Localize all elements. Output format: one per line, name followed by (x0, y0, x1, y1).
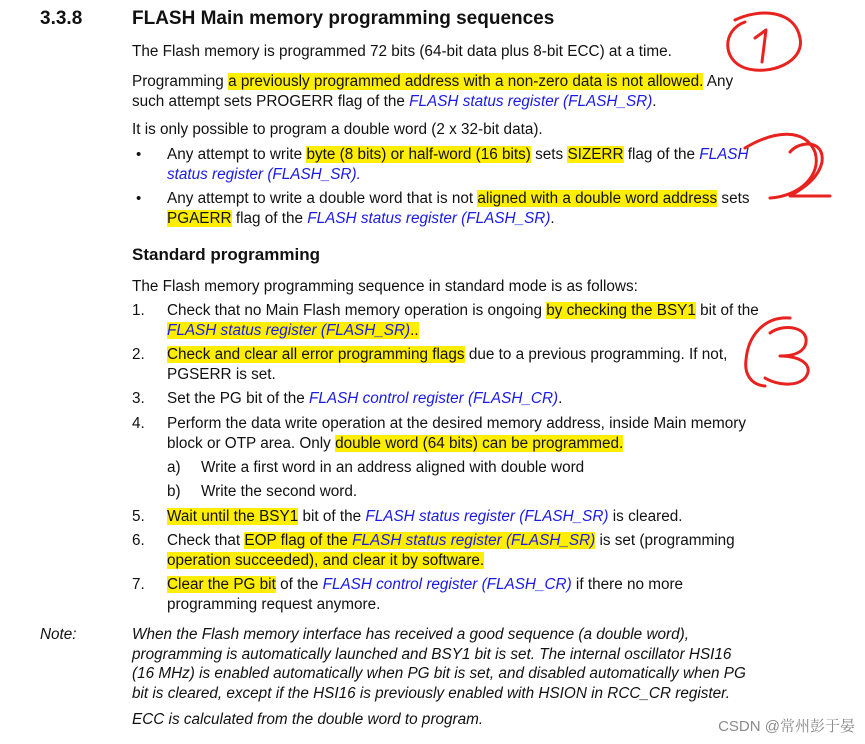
bullet-item-1: Any attempt to write byte (8 bits) or half-word (16 bits) sets SIZERR flag of the FLASH status register (FLASH_SR). (167, 146, 749, 183)
highlight: Wait until the BSY1 (167, 508, 299, 525)
highlight: aligned with a double word address (477, 190, 718, 207)
intro-paragraph-2: Programming a previously programmed address with a non-zero data is not allowed. Any such attempt sets PROGERR flag of the FLASH status register (FLASH_SR). (132, 73, 734, 110)
highlight: Clear the PG bit (167, 576, 276, 593)
standard-intro: The Flash memory programming sequence in standard mode is as follows: (132, 278, 638, 295)
highlight: Check and clear all error programming flags (167, 346, 465, 363)
flash-sr-link[interactable]: FLASH status register (FLASH_SR) (352, 532, 596, 549)
intro-paragraph-3: It is only possible to program a double word (2 x 32-bit data). (132, 121, 543, 138)
watermark: CSDN @常州彭于晏 (718, 718, 855, 735)
section-number: 3.3.8 (40, 8, 83, 29)
flash-cr-link[interactable]: FLASH control register (FLASH_CR) (309, 390, 559, 407)
highlight: EOP flag of the (244, 532, 353, 549)
highlight: double word (64 bits) can be programmed. (335, 434, 624, 452)
step-number: 4. (132, 415, 145, 432)
substep-letter: b) (167, 483, 181, 500)
flash-sr-link[interactable]: FLASH (699, 146, 749, 163)
step-number: 1. (132, 302, 145, 319)
step-4b: Write the second word. (201, 483, 358, 500)
step-number: 6. (132, 532, 145, 549)
intro-paragraph-1: The Flash memory is programmed 72 bits (64-bit data plus 8-bit ECC) at a time. (132, 43, 672, 60)
highlight: PGAERR (167, 209, 232, 227)
note-ecc: ECC is calculated from the double word to program. (132, 711, 484, 728)
step-6: Check that EOP flag of the FLASH status register (FLASH_SR) is set (programming operation succeeded), and clear it by software. (167, 532, 735, 569)
highlight: SIZERR (567, 146, 624, 163)
bullet-item-2: Any attempt to write a double word that is not aligned with a double word address sets PGAERR flag of the FLASH status register (FLASH_SR). (167, 190, 750, 227)
step-number: 7. (132, 576, 145, 593)
highlight: by checking the BSY1 (546, 302, 696, 319)
highlight: byte (8 bits) or half-word (16 bits) (306, 146, 531, 163)
standard-programming-heading: Standard programming (132, 245, 320, 264)
flash-sr-link[interactable]: status register (FLASH_SR). (167, 165, 361, 183)
note-text: When the Flash memory interface has received a good sequence (a double word), programming is automatically launched and BSY1 bit is set. The internal oscillator HSI16 (16 MHz) is enabled automatically when PG bit is set, and disabled automatically when PG bit is cleared, except if the HSI16 is previously enabled with HSION in RCC_CR register. (132, 626, 746, 702)
flash-sr-link[interactable]: FLASH status register (FLASH_SR) (409, 92, 653, 110)
step-number: 3. (132, 390, 145, 407)
note-label: Note: (40, 626, 77, 643)
step-1: Check that no Main Flash memory operation is ongoing by checking the BSY1 bit of the FLASH status register (FLASH_SR).. (167, 302, 759, 339)
bullet-symbol: • (136, 146, 142, 163)
step-4: Perform the data write operation at the desired memory address, inside Main memory block or OTP area. Only double word (64 bits) can be programmed. (167, 415, 746, 452)
highlight: a previously programmed address with a non-zero data is not allowed. (228, 73, 704, 90)
highlight: operation succeeded), and clear it by software. (167, 551, 485, 569)
step-5: Wait until the BSY1 bit of the FLASH status register (FLASH_SR) is cleared. (167, 508, 683, 525)
substep-letter: a) (167, 459, 181, 476)
flash-cr-link[interactable]: FLASH control register (FLASH_CR) (322, 576, 572, 593)
step-number: 5. (132, 508, 145, 525)
step-2: Check and clear all error programming flags due to a previous programming. If not, PGSERR is set. (167, 346, 728, 383)
flash-sr-link[interactable]: FLASH status register (FLASH_SR) (307, 209, 551, 227)
step-7: Clear the PG bit of the FLASH control register (FLASH_CR) if there no more programming request anymore. (167, 576, 684, 613)
step-4a: Write a first word in an address aligned with double word (201, 459, 585, 476)
section-title: FLASH Main memory programming sequences (132, 8, 555, 29)
step-3: Set the PG bit of the FLASH control register (FLASH_CR). (167, 390, 563, 407)
bullet-symbol: • (136, 190, 142, 207)
flash-sr-link[interactable]: FLASH status register (FLASH_SR) (167, 321, 411, 339)
step-number: 2. (132, 346, 145, 363)
flash-sr-link[interactable]: FLASH status register (FLASH_SR) (365, 508, 609, 525)
